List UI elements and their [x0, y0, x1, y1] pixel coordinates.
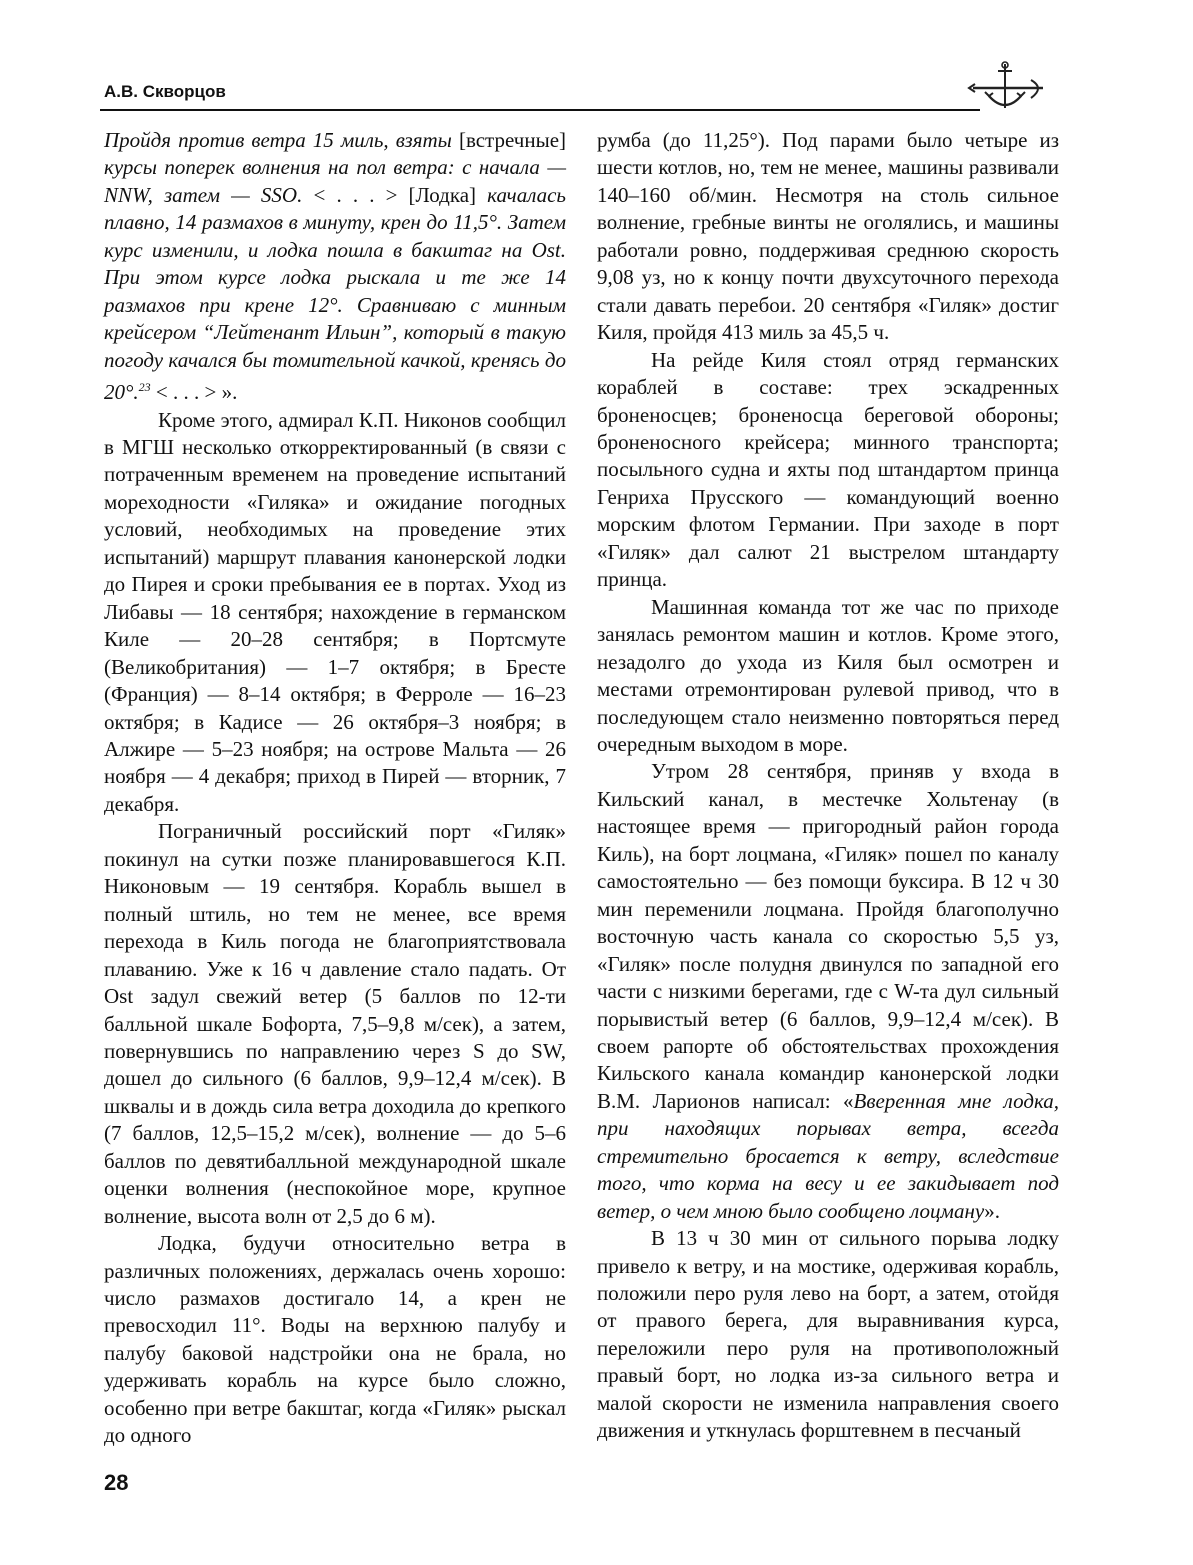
page-number: 28 [104, 1470, 129, 1495]
quote-insert: [встречные] [451, 128, 567, 152]
anchor-emblem-icon [965, 58, 1045, 114]
paragraph-text: Утром 28 сентября, приняв у входа в Кильский канал, в местечке Хольтенау (в настоящее время — пригородный район города Киль), на борт лоцмана, «Гиляк» пошел по каналу самостоятельно — без помощи буксира. В 12 ч 30 мин переменили лоцмана. Пройдя благополучно восточную часть канала со скоростью 5,5 уз, «Гиляк» после полудня двинулся по западной его части с низкими берегами, где с W-та дул сильный порывистый ветер (6 баллов, 9,9–12,4 м/сек). В своем рапорте об обстоятельствах прохождения Кильского канала командир канонерской лодки В.М. Ларионов написал: « [597, 759, 1059, 1113]
running-head-author: А.В. Скворцов [104, 82, 226, 101]
paragraph-text: ». [984, 1198, 1000, 1223]
paragraph: В 13 ч 30 мин от сильного порыва лодку привело к ветру, и на мостике, одерживая корабль, положили перо руля лево на борт, а затем, отойдя от правого берега, для выравнивания курса, переложили перо руля на противоположный правый борт, но лодка из-за сильного ветра и малой скорости не изменила направления своего движения и уткнулась форштевнем в песчаный [597, 1226, 1059, 1443]
paragraph: Лодка, будучи относительно ветра в различных положениях, держалась очень хорошо: число размахов достигало 14, а крен не превосходил 11°. Воды на верхнюю палубу и палубу баковой надстройки она не брала, но удерживать корабль на курсе было сложно, особенно при ветре бакштаг, когда «Гиляк» рыскал до одного [104, 1231, 566, 1448]
quote-text-italic: Пройдя против ветра 15 миль, взяты [104, 128, 452, 152]
paragraph: Машинная команда тот же час по приходе занялась ремонтом машин и котлов. Кроме этого, незадолго до ухода из Киля был осмотрен и местами отремонтирован рулевой привод, что в последующем стало неизменно повторяться перед очередным выходом в море. [597, 594, 1059, 756]
right-column [597, 127, 1059, 1445]
quote-insert: < . . . > [Лодка] [302, 182, 488, 207]
left-column [104, 127, 566, 1450]
header-rule [100, 109, 980, 111]
quote-insert: < . . . > ». [150, 380, 238, 405]
quote-text-italic: курсы поперек волнения на пол ветра: с начала — NNW, затем — SSO. [104, 155, 566, 207]
quote-text-italic: качалась плавно, 14 размахов в минуту, крен до 11,5°. Затем курс изменили, и лодка пошла в бакштаг на Ost. При этом курсе лодка рыскала и те же 14 размахов при крене 12°. Сравниваю с минным крейсером “Лейтенант Ильин”, который в такую погоду качался бы томительной качкой, кренясь до 20°. [104, 182, 566, 405]
footnote-ref: 23 [138, 380, 151, 395]
paragraph: На рейде Киля стоял отряд германских кораблей в составе: трех эскадренных броненосцев; броненосца береговой обороны; броненосного крейсера; минного транспорта; посыльного судна и яхты под штандартом принца Генриха Прусского — командующий военно морским флотом Германии. При заходе в порт «Гиляк» дал салют 21 выстрелом штандарту принца. [597, 347, 1059, 592]
quote-text-italic: Вверенная мне лодка, при находящих порывах ветра, всегда стремительно бросается к ветру, вследствие того, что корма на весу и ее закидывает под ветер, о чем мною было сообщено лоцману [597, 1088, 1059, 1223]
paragraph [597, 758, 1059, 1225]
paragraph: румба (до 11,25°). Под парами было четыре из шести котлов, но, тем не менее, машины развивали 140–160 об/мин. Несмотря на столь сильное волнение, гребные винты не оголялись, и машины работали ровно, поддерживая среднюю скорость 9,08 уз, но к концу почти двухсуточного перехода стали давать перебои. 20 сентября «Гиляк» достиг Киля, пройдя 413 миль за 45,5 ч. [597, 128, 1059, 345]
quote-paragraph [104, 127, 566, 407]
paragraph: Кроме этого, адмирал К.П. Никонов сообщил в МГШ несколько откорректированный (в связи с потраченным временем на проведение испытаний мореходности «Гиляка» и ожидание погодных условий, необходимых на проведение этих испытаний) маршрут плавания канонерской лодки до Пирея и сроки пребывания ее в портах. Уход из Либавы — 18 сентября; нахождение в германском Киле — 20–28 сентября; в Портсмуте (Великобритания) — 1–7 октября; в Бресте (Франция) — 8–14 октября; в Ферроле — 16–23 октября; в Кадисе — 26 октября–3 ноября; в Алжире — 5–23 ноября; на острове Мальта — 26 ноября — 4 декабря; приход в Пирей — вторник, 7 декабря. [104, 407, 566, 816]
paragraph: Пограничный российский порт «Гиляк» покинул на сутки позже планировавшегося К.П. Никоновым — 19 сентября. Корабль вышел в полный штиль, но тем не менее, все время перехода в Киль погода не благоприятствовала плаванию. Уже к 16 ч давление стало падать. От Ost задул свежий ветер (5 баллов по 12-ти балльной шкале Бофорта, 7,5–9,8 м/сек), а затем, повернувшись по направлению через S до SW, дошел до сильного (6 баллов, 9,9–12,4 м/сек). В шквалы и в дождь сила ветра доходила до крепкого (7 баллов, 12,5–15,2 м/сек), волнение — до 5–6 баллов по девятибалльной международной шкале оценки волнения (неспокойное море, крупное волнение, высота волн от 2,5 до 6 м). [104, 819, 566, 1228]
